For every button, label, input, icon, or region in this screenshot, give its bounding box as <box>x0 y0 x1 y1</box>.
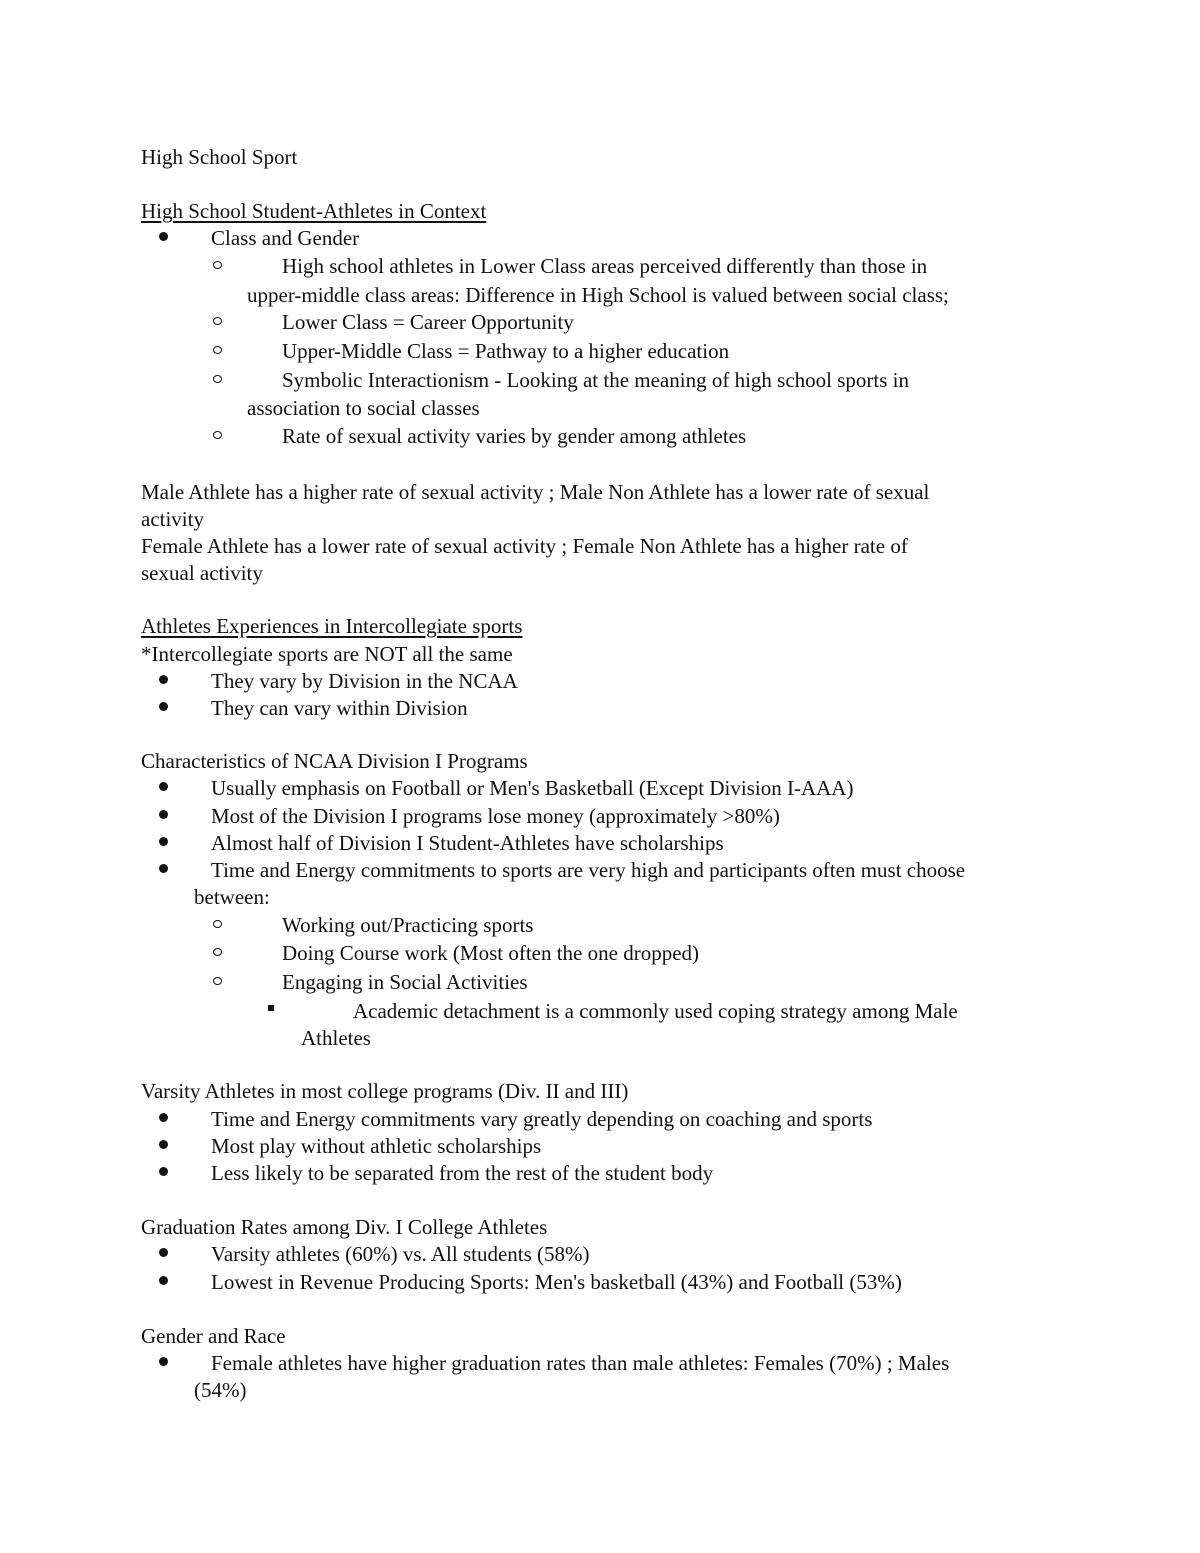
circle-bullet-icon <box>213 261 222 269</box>
circle-bullet-icon <box>213 977 222 985</box>
list-item: Most play without athletic scholarships <box>211 1134 542 1158</box>
circle-bullet-icon <box>213 948 222 956</box>
bullet-icon <box>159 810 168 819</box>
bullet-icon <box>159 702 168 711</box>
bullet-icon <box>159 232 168 241</box>
section-heading-graduation: Graduation Rates among Div. I College Athletes <box>141 1215 548 1239</box>
list-item: They can vary within Division <box>211 696 468 720</box>
list-item-continuation: upper-middle class areas: Difference in High School is valued between social class; <box>247 283 949 307</box>
document-title: High School Sport <box>141 145 298 169</box>
circle-bullet-icon <box>213 317 222 325</box>
list-item: Symbolic Interactionism - Looking at the meaning of high school sports in <box>282 368 909 392</box>
list-item: Upper-Middle Class = Pathway to a higher education <box>282 339 730 363</box>
circle-bullet-icon <box>213 346 222 354</box>
list-item: Working out/Practicing sports <box>282 913 534 937</box>
list-item: Usually emphasis on Football or Men's Basketball (Except Division I-AAA) <box>211 776 854 800</box>
list-item: Almost half of Division I Student-Athletes have scholarships <box>211 831 724 855</box>
paragraph-line: Male Athlete has a higher rate of sexual activity ; Male Non Athlete has a lower rate of sexual <box>141 480 930 504</box>
section-heading-division-one: Characteristics of NCAA Division I Programs <box>141 749 528 773</box>
list-item: Most of the Division I programs lose money (approximately >80%) <box>211 804 780 828</box>
list-item-continuation: between: <box>194 885 270 909</box>
list-item: Female athletes have higher graduation rates than male athletes: Females (70%) ; Males <box>211 1351 950 1375</box>
bullet-icon <box>159 782 168 791</box>
list-item: They vary by Division in the NCAA <box>211 669 518 693</box>
list-item: Rate of sexual activity varies by gender among athletes <box>282 424 747 448</box>
list-item-continuation: association to social classes <box>247 396 480 420</box>
list-item: Class and Gender <box>211 226 360 250</box>
circle-bullet-icon <box>213 375 222 383</box>
list-item-continuation: Athletes <box>301 1026 371 1050</box>
paragraph-line: activity <box>141 507 204 531</box>
circle-bullet-icon <box>213 920 222 928</box>
list-item: Time and Energy commitments vary greatly depending on coaching and sports <box>211 1107 873 1131</box>
list-item-continuation: (54%) <box>194 1378 247 1402</box>
list-item: Time and Energy commitments to sports are very high and participants often must choose <box>211 858 966 882</box>
note-text: *Intercollegiate sports are NOT all the same <box>141 642 513 666</box>
list-item: Doing Course work (Most often the one dropped) <box>282 941 700 965</box>
bullet-icon <box>159 1167 168 1176</box>
section-heading-varsity: Varsity Athletes in most college programs (Div. II and III) <box>141 1079 629 1103</box>
list-item: Engaging in Social Activities <box>282 970 528 994</box>
paragraph-line: Female Athlete has a lower rate of sexual activity ; Female Non Athlete has a higher rate of <box>141 534 908 558</box>
bullet-icon <box>159 1276 168 1285</box>
bullet-icon <box>159 837 168 846</box>
bullet-icon <box>159 864 168 873</box>
section-heading-gender-race: Gender and Race <box>141 1324 286 1348</box>
paragraph-line: sexual activity <box>141 561 263 585</box>
list-item: Academic detachment is a commonly used coping strategy among Male <box>353 999 958 1023</box>
list-item: High school athletes in Lower Class areas perceived differently than those in <box>282 254 928 278</box>
list-item: Less likely to be separated from the rest of the student body <box>211 1161 714 1185</box>
section-heading-student-athletes: High School Student-Athletes in Context <box>141 199 487 223</box>
section-heading-intercollegiate: Athletes Experiences in Intercollegiate sports <box>141 614 523 638</box>
list-item: Lower Class = Career Opportunity <box>282 310 574 334</box>
bullet-icon <box>159 675 168 684</box>
bullet-icon <box>159 1357 168 1366</box>
bullet-icon <box>159 1140 168 1149</box>
circle-bullet-icon <box>213 431 222 439</box>
list-item: Varsity athletes (60%) vs. All students (58%) <box>211 1242 590 1266</box>
list-item: Lowest in Revenue Producing Sports: Men's basketball (43%) and Football (53%) <box>211 1270 902 1294</box>
bullet-icon <box>159 1248 168 1257</box>
bullet-icon <box>159 1113 168 1122</box>
square-bullet-icon <box>268 1005 274 1011</box>
